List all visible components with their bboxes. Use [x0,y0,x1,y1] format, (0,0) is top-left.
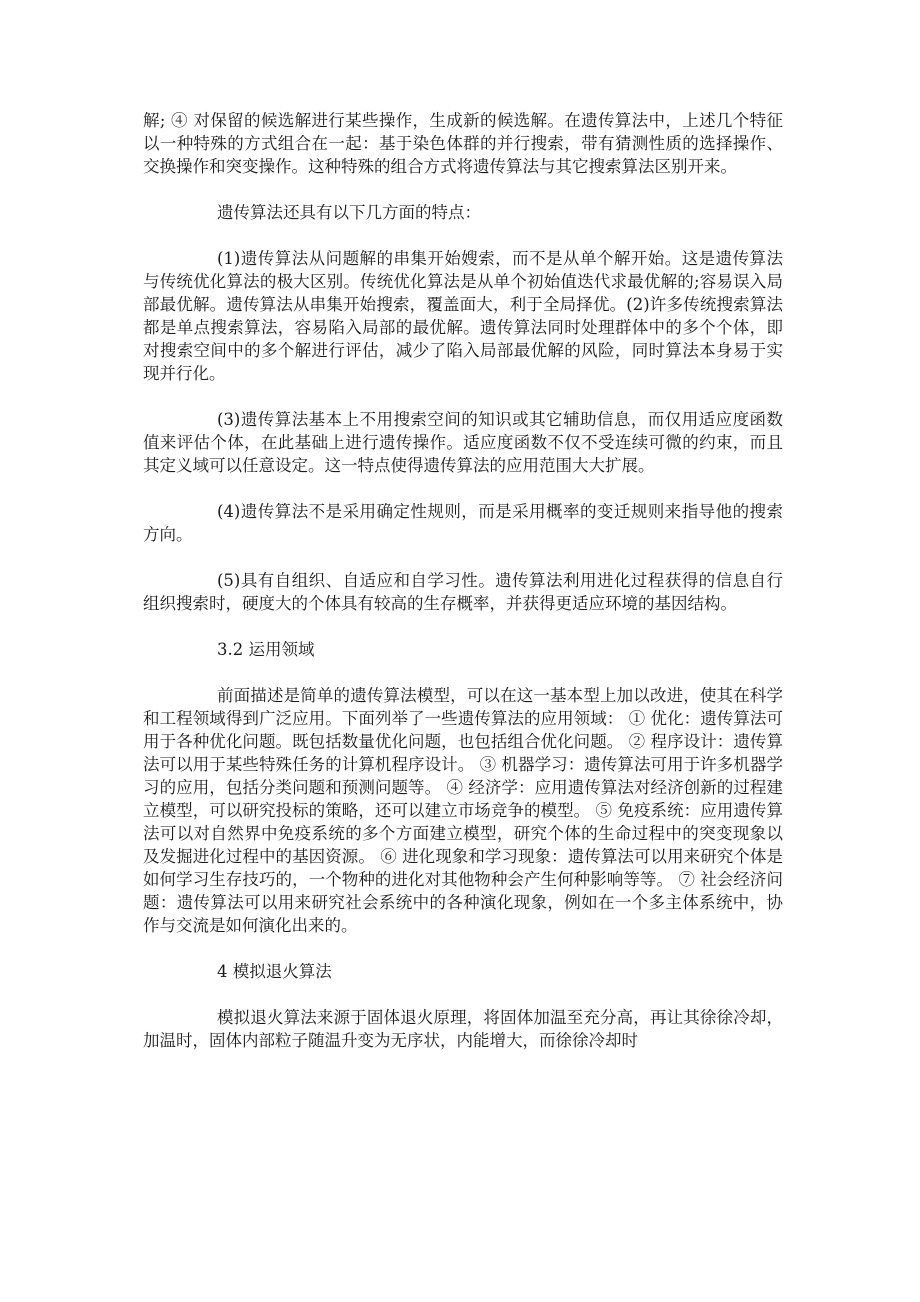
paragraph-application-areas: 前面描述是简单的遗传算法模型，可以在这一基本型上加以改进，使其在科学和工程领域得到广泛应用。下面列举了一些遗传算法的应用领域： ① 优化：遗传算法可用于各种优化问题。既包括数量优化问题，也包括组合优化问题。 ② 程序设计：遗传算法可以用于某些特殊任务的计算机程序设计。 ③ 机器学习：遗传算法可用于许多机器学习的应用，包括分类问题和预测问题等。 ④ 经济学：应用遗传算法对经济创新的过程建立模型，可以研究投标的策略，还可以建立市场竞争的模型。 ⑤ 免疫系统：应用遗传算法可以对自然界中免疫系统的多个方面建立模型，研究个体的生命过程中的突变现象以及发掘进化过程中的基因资源。 ⑥ 进化现象和学习现象：遗传算法可以用来研究个体是如何学习生存技巧的，一个物种的进化对其他物种会产生何种影响等等。 ⑦ 社会经济问题：遗传算法可以用来研究社会系统中的各种演化现象，例如在一个多主体系统中，协作与交流是如何演化出来的。 [143,686,783,935]
paragraph-feature-4: (4)遗传算法不是采用确定性规则，而是采用概率的变迁规则来指导他的搜索方向。 [143,502,783,544]
section-heading-3-2: 3.2 运用领域 [217,640,315,659]
document-page [143,109,783,1075]
section-heading-4: 4 模拟退火算法 [217,962,332,981]
paragraph-simulated-annealing: 模拟退火算法来源于固体退火原理，将固体加温至充分高，再让其徐徐冷却，加温时，固体内部粒子随温升变为无序状，内能增大，而徐徐冷却时 [143,1008,783,1050]
paragraph-feature-3: (3)遗传算法基本上不用搜索空间的知识或其它辅助信息，而仅用适应度函数值来评估个体，在此基础上进行遗传操作。适应度函数不仅不受连续可微的约束，而且其定义域可以任意设定。这一特点使得遗传算法的应用范围大大扩展。 [143,410,783,475]
paragraph-features-intro: 遗传算法还具有以下几方面的特点： [217,203,481,222]
paragraph-feature-5: (5)具有自组织、自适应和自学习性。遗传算法利用进化过程获得的信息自行组织搜索时，硬度大的个体具有较高的生存概率，并获得更适应环境的基因结构。 [143,571,783,613]
paragraph-feature-1-2: (1)遗传算法从问题解的串集开始嫂索，而不是从单个解开始。这是遗传算法与传统优化算法的极大区别。传统优化算法是从单个初始值迭代求最优解的;容易误入局部最优解。遗传算法从串集开始搜索，覆盖面大，利于全局择优。(2)许多传统搜索算法都是单点搜索算法，容易陷入局部的最优解。遗传算法同时处理群体中的多个个体，即对搜索空间中的多个解进行评估，减少了陷入局部最优解的风险，同时算法本身易于实现并行化。 [143,249,783,383]
paragraph-continuation: 解; ④ 对保留的候选解进行某些操作，生成新的候选解。在遗传算法中，上述几个特征以一种特殊的方式组合在一起：基于染色体群的并行搜索，带有猜测性质的选择操作、交换操作和突变操作。这种特殊的组合方式将遗传算法与其它搜索算法区别开来。 [143,111,783,176]
